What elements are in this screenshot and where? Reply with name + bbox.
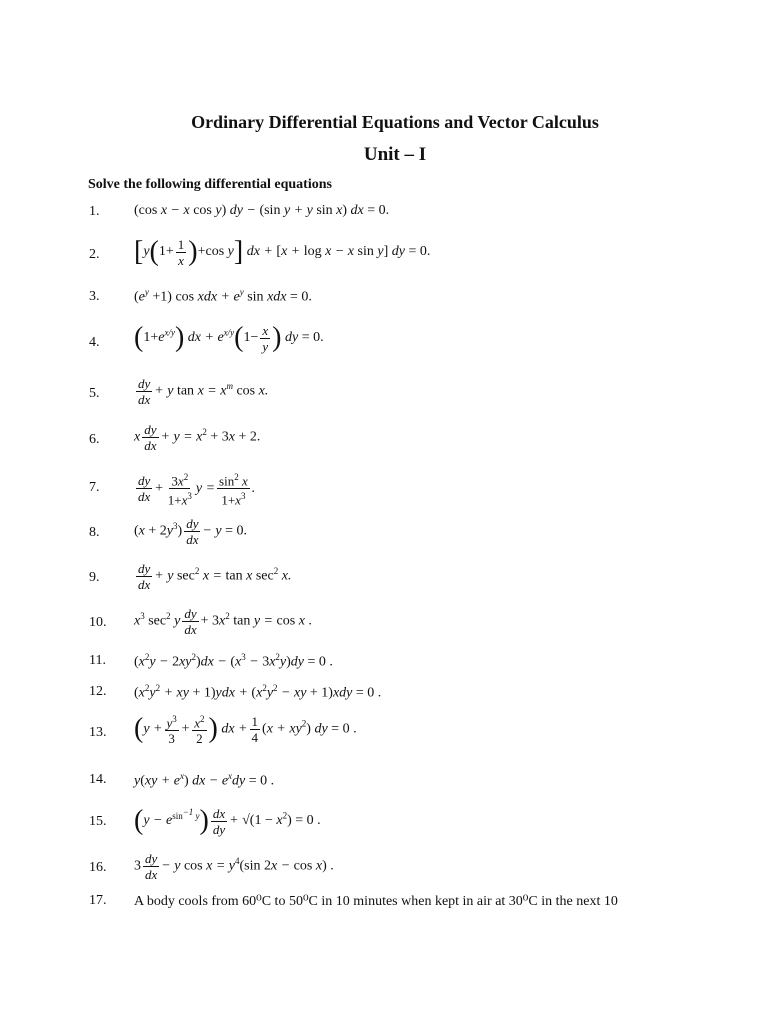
- problem-number: 12.: [89, 684, 107, 699]
- problem-number: 8.: [89, 525, 100, 540]
- problem-number: 2.: [89, 247, 100, 262]
- equation-16: 3 $\frac{dy}{dx}$ − y $\cos x = y^4(\sin$ 2x − cos x) .: [134, 851, 334, 882]
- equation-2: [y(1+ $\frac{1}{x}$ )+cos y] dx + [x + log x − x sin y] dy = 0.: [134, 236, 431, 268]
- equation-1: (cos x − x cos y) dy − (sin y + y sin x) dx = 0.: [134, 203, 390, 218]
- problem-number: 7.: [89, 480, 100, 495]
- problem-number: 10.: [89, 615, 107, 630]
- problem-number: 4.: [89, 335, 100, 350]
- problem-number: 17.: [89, 893, 107, 908]
- problem-number: 6.: [89, 432, 100, 447]
- problem-number: 3.: [89, 289, 100, 304]
- equation-3: $(e^y +1)$ cos xdx + $e^y$ sin xdx = 0.: [134, 287, 312, 305]
- equation-5: $\frac{dy}{dx}$ + y $\tan x = x^m$ cos x.: [138, 376, 269, 407]
- problem-number: 5.: [89, 386, 100, 401]
- unit-heading: Unit – I: [363, 144, 427, 165]
- problem-number: 9.: [89, 570, 100, 585]
- document-title: Ordinary Differential Equations and Vector Calculus: [191, 112, 599, 132]
- equation-13: (y + $\frac{y^3}{3}$ + $\frac{x^2}{2}$ ) dx + $\frac{1}{4}$ $(x + xy^2)$ dy = 0 .: [134, 713, 357, 747]
- problem-number: 1.: [89, 204, 100, 219]
- equation-12: ($x^2y^2$ + xy + $1)ydx + (x^2y^2$ − xy + 1)xdy = 0 .: [134, 683, 382, 701]
- problem-number: 16.: [89, 860, 107, 875]
- problem-number: 13.: [89, 725, 107, 740]
- problem-number: 14.: [89, 772, 107, 787]
- equation-10: $x^3$ $\sec^2 y$ $\frac{dy}{dx}$ + $3x^2$ tan y = cos x .: [134, 606, 312, 637]
- equation-4: $(1+e^{x/y})$ dx + $e^{x/y}(1-$ $\frac{x}{y}$ ) dy = 0.: [134, 322, 324, 354]
- problem-number: 11.: [89, 653, 106, 668]
- equation-9: $\frac{dy}{dx}$ + y $\sec^2 x = \tan x$ $\sec^2 x$.: [138, 561, 292, 592]
- problem-17-text: A body cools from 60⁰C to 50⁰C in 10 minutes when kept in air at 30⁰C in the next 10: [134, 894, 618, 909]
- instruction-heading: Solve the following differential equations: [88, 177, 332, 192]
- equation-8: $(x + 2y^3)$ $\frac{dy}{dx}$ − y = 0.: [134, 516, 248, 547]
- equation-14: $y(xy + e^x)$ dx − $e^xdy = 0$ .: [134, 771, 275, 789]
- equation-11: $(x^2y - 2xy^2)dx - (x^3 - 3x^2y)dy = 0$ .: [134, 652, 333, 670]
- equation-15: $(y - e^{sin^{-1} y})$ $\frac{dx}{dy}$ + $√(1 - x^2) = 0$ .: [134, 805, 321, 837]
- equation-7: $\frac{dy}{dx}$ + $\frac{3x^2}{1+x^3}$ y = $\frac{\sin^2 x}{1+x^3}$ .: [138, 472, 256, 508]
- problem-number: 15.: [89, 814, 107, 829]
- equation-6: x $\frac{dy}{dx}$ + $y = x^2 + 3x + 2$.: [134, 422, 261, 453]
